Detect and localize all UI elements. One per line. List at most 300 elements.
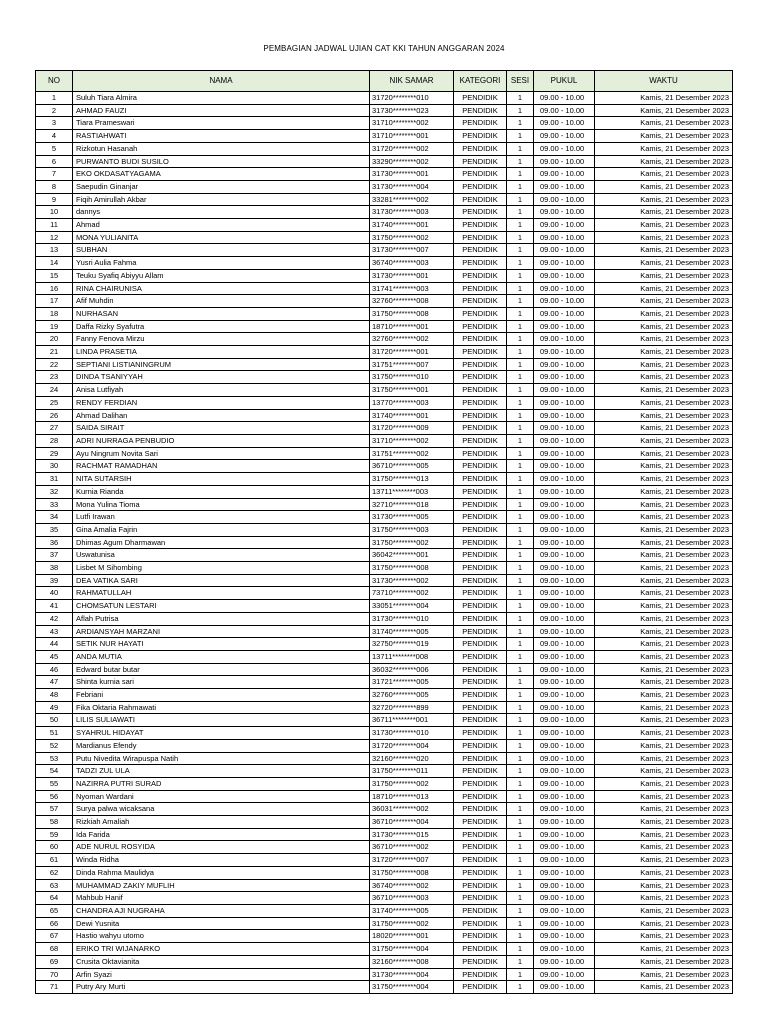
cell-no: 39	[36, 574, 73, 587]
cell-nama: Fanny Fenova Mirzu	[73, 333, 370, 346]
table-row	[36, 917, 733, 930]
cell-no: 30	[36, 460, 73, 473]
cell-nik: 31751********002	[370, 447, 454, 460]
cell-no: 54	[36, 765, 73, 778]
cell-sesi: 1	[507, 676, 534, 689]
cell-nik: 31730********005	[370, 511, 454, 524]
table-row	[36, 587, 733, 600]
cell-no: 71	[36, 981, 73, 994]
cell-nama: SAIDA SIRAIT	[73, 422, 370, 435]
cell-sesi: 1	[507, 447, 534, 460]
cell-no: 12	[36, 231, 73, 244]
cell-no: 42	[36, 612, 73, 625]
cell-pukul: 09.00 - 10.00	[534, 206, 595, 219]
cell-sesi: 1	[507, 498, 534, 511]
cell-nik: 18710********013	[370, 790, 454, 803]
cell-nama: SUBHAN	[73, 244, 370, 257]
cell-sesi: 1	[507, 460, 534, 473]
cell-nik: 31720********001	[370, 346, 454, 359]
cell-nik: 31710********001	[370, 130, 454, 143]
cell-pukul: 09.00 - 10.00	[534, 689, 595, 702]
cell-nik: 36710********003	[370, 892, 454, 905]
cell-pukul: 09.00 - 10.00	[534, 663, 595, 676]
cell-sesi: 1	[507, 917, 534, 930]
cell-nama: Daffa Rizky Syafutra	[73, 320, 370, 333]
cell-kategori: PENDIDIK	[454, 104, 507, 117]
cell-nama: RINA CHAIRUNISA	[73, 282, 370, 295]
cell-waktu: Kamis, 21 Desember 2023	[595, 409, 733, 422]
cell-no: 58	[36, 816, 73, 829]
cell-nama: Winda Ridha	[73, 854, 370, 867]
table-row	[36, 828, 733, 841]
cell-pukul: 09.00 - 10.00	[534, 828, 595, 841]
cell-no: 21	[36, 346, 73, 359]
cell-no: 70	[36, 968, 73, 981]
cell-kategori: PENDIDIK	[454, 92, 507, 105]
cell-nama: Anisa Lutfiyah	[73, 384, 370, 397]
cell-kategori: PENDIDIK	[454, 396, 507, 409]
cell-kategori: PENDIDIK	[454, 346, 507, 359]
cell-kategori: PENDIDIK	[454, 498, 507, 511]
cell-sesi: 1	[507, 905, 534, 918]
cell-pukul: 09.00 - 10.00	[534, 650, 595, 663]
cell-kategori: PENDIDIK	[454, 219, 507, 232]
cell-sesi: 1	[507, 752, 534, 765]
header-pukul: PUKUL	[534, 71, 595, 92]
cell-pukul: 09.00 - 10.00	[534, 562, 595, 575]
cell-nama: DINDA TSANIYYAH	[73, 371, 370, 384]
cell-kategori: PENDIDIK	[454, 269, 507, 282]
table-row	[36, 968, 733, 981]
cell-pukul: 09.00 - 10.00	[534, 574, 595, 587]
cell-kategori: PENDIDIK	[454, 574, 507, 587]
cell-no: 34	[36, 511, 73, 524]
cell-sesi: 1	[507, 219, 534, 232]
table-row	[36, 650, 733, 663]
cell-waktu: Kamis, 21 Desember 2023	[595, 650, 733, 663]
cell-sesi: 1	[507, 879, 534, 892]
cell-no: 65	[36, 905, 73, 918]
cell-kategori: PENDIDIK	[454, 320, 507, 333]
cell-nama: PURWANTO BUDI SUSILO	[73, 155, 370, 168]
cell-nik: 36042********001	[370, 549, 454, 562]
cell-nik: 31750********011	[370, 765, 454, 778]
cell-waktu: Kamis, 21 Desember 2023	[595, 333, 733, 346]
cell-sesi: 1	[507, 117, 534, 130]
cell-pukul: 09.00 - 10.00	[534, 790, 595, 803]
cell-sesi: 1	[507, 511, 534, 524]
cell-pukul: 09.00 - 10.00	[534, 396, 595, 409]
cell-no: 62	[36, 866, 73, 879]
cell-sesi: 1	[507, 384, 534, 397]
cell-nama: Putry Ary Murti	[73, 981, 370, 994]
cell-sesi: 1	[507, 434, 534, 447]
cell-no: 25	[36, 396, 73, 409]
cell-pukul: 09.00 - 10.00	[534, 638, 595, 651]
cell-waktu: Kamis, 21 Desember 2023	[595, 765, 733, 778]
table-row	[36, 930, 733, 943]
cell-kategori: PENDIDIK	[454, 422, 507, 435]
cell-nama: ADE NURUL ROSYIDA	[73, 841, 370, 854]
cell-pukul: 09.00 - 10.00	[534, 892, 595, 905]
cell-nik: 31740********005	[370, 625, 454, 638]
cell-pukul: 09.00 - 10.00	[534, 854, 595, 867]
cell-kategori: PENDIDIK	[454, 650, 507, 663]
cell-no: 46	[36, 663, 73, 676]
cell-sesi: 1	[507, 625, 534, 638]
cell-nik: 36740********003	[370, 257, 454, 270]
table-row	[36, 536, 733, 549]
cell-nama: Kurnia Rianda	[73, 485, 370, 498]
cell-waktu: Kamis, 21 Desember 2023	[595, 968, 733, 981]
cell-no: 47	[36, 676, 73, 689]
cell-waktu: Kamis, 21 Desember 2023	[595, 866, 733, 879]
cell-kategori: PENDIDIK	[454, 803, 507, 816]
cell-sesi: 1	[507, 968, 534, 981]
cell-sesi: 1	[507, 231, 534, 244]
cell-pukul: 09.00 - 10.00	[534, 92, 595, 105]
cell-pukul: 09.00 - 10.00	[534, 981, 595, 994]
cell-waktu: Kamis, 21 Desember 2023	[595, 130, 733, 143]
cell-sesi: 1	[507, 104, 534, 117]
cell-no: 18	[36, 307, 73, 320]
cell-nama: Ida Farida	[73, 828, 370, 841]
cell-waktu: Kamis, 21 Desember 2023	[595, 168, 733, 181]
table-header-row	[36, 71, 733, 92]
cell-waktu: Kamis, 21 Desember 2023	[595, 155, 733, 168]
cell-nama: Mardianus Efendy	[73, 739, 370, 752]
cell-pukul: 09.00 - 10.00	[534, 447, 595, 460]
cell-kategori: PENDIDIK	[454, 917, 507, 930]
cell-pukul: 09.00 - 10.00	[534, 473, 595, 486]
cell-sesi: 1	[507, 282, 534, 295]
table-body	[36, 92, 733, 994]
cell-nik: 31751********007	[370, 358, 454, 371]
table-row	[36, 777, 733, 790]
table-row	[36, 460, 733, 473]
cell-sesi: 1	[507, 409, 534, 422]
cell-no: 13	[36, 244, 73, 257]
cell-kategori: PENDIDIK	[454, 180, 507, 193]
cell-nik: 36031********002	[370, 803, 454, 816]
cell-waktu: Kamis, 21 Desember 2023	[595, 282, 733, 295]
cell-kategori: PENDIDIK	[454, 638, 507, 651]
table-row	[36, 168, 733, 181]
cell-kategori: PENDIDIK	[454, 625, 507, 638]
cell-nik: 33051********004	[370, 600, 454, 613]
cell-sesi: 1	[507, 828, 534, 841]
cell-no: 61	[36, 854, 73, 867]
cell-kategori: PENDIDIK	[454, 689, 507, 702]
cell-nama: SETIK NUR HAYATI	[73, 638, 370, 651]
table-row	[36, 358, 733, 371]
cell-kategori: PENDIDIK	[454, 142, 507, 155]
cell-waktu: Kamis, 21 Desember 2023	[595, 434, 733, 447]
cell-nama: MONA YULIANITA	[73, 231, 370, 244]
cell-kategori: PENDIDIK	[454, 206, 507, 219]
cell-nama: AHMAD FAUZI	[73, 104, 370, 117]
cell-kategori: PENDIDIK	[454, 955, 507, 968]
cell-sesi: 1	[507, 257, 534, 270]
cell-nik: 32760********002	[370, 333, 454, 346]
cell-pukul: 09.00 - 10.00	[534, 612, 595, 625]
table-row	[36, 574, 733, 587]
cell-pukul: 09.00 - 10.00	[534, 777, 595, 790]
cell-nama: RASTIAHWATI	[73, 130, 370, 143]
cell-nama: RAHMATULLAH	[73, 587, 370, 600]
cell-pukul: 09.00 - 10.00	[534, 346, 595, 359]
cell-no: 11	[36, 219, 73, 232]
cell-no: 52	[36, 739, 73, 752]
cell-waktu: Kamis, 21 Desember 2023	[595, 905, 733, 918]
table-row	[36, 269, 733, 282]
cell-waktu: Kamis, 21 Desember 2023	[595, 295, 733, 308]
cell-nama: ERIKO TRI WIJANARKO	[73, 943, 370, 956]
table-row	[36, 612, 733, 625]
cell-kategori: PENDIDIK	[454, 930, 507, 943]
cell-kategori: PENDIDIK	[454, 231, 507, 244]
cell-waktu: Kamis, 21 Desember 2023	[595, 142, 733, 155]
cell-nama: NITA SUTARSIH	[73, 473, 370, 486]
cell-pukul: 09.00 - 10.00	[534, 803, 595, 816]
cell-pukul: 09.00 - 10.00	[534, 219, 595, 232]
cell-kategori: PENDIDIK	[454, 600, 507, 613]
cell-nik: 36032********006	[370, 663, 454, 676]
cell-waktu: Kamis, 21 Desember 2023	[595, 346, 733, 359]
cell-kategori: PENDIDIK	[454, 943, 507, 956]
table-row	[36, 663, 733, 676]
table-row	[36, 307, 733, 320]
cell-no: 66	[36, 917, 73, 930]
table-row	[36, 193, 733, 206]
cell-nama: Arfin Syazi	[73, 968, 370, 981]
cell-sesi: 1	[507, 600, 534, 613]
cell-no: 43	[36, 625, 73, 638]
cell-nik: 31730********004	[370, 968, 454, 981]
table-row	[36, 752, 733, 765]
cell-kategori: PENDIDIK	[454, 816, 507, 829]
cell-pukul: 09.00 - 10.00	[534, 866, 595, 879]
cell-waktu: Kamis, 21 Desember 2023	[595, 269, 733, 282]
cell-pukul: 09.00 - 10.00	[534, 625, 595, 638]
cell-waktu: Kamis, 21 Desember 2023	[595, 244, 733, 257]
cell-pukul: 09.00 - 10.00	[534, 295, 595, 308]
cell-nik: 31750********001	[370, 384, 454, 397]
cell-nik: 31750********002	[370, 777, 454, 790]
cell-waktu: Kamis, 21 Desember 2023	[595, 701, 733, 714]
cell-no: 32	[36, 485, 73, 498]
cell-waktu: Kamis, 21 Desember 2023	[595, 803, 733, 816]
cell-nik: 31750********008	[370, 866, 454, 879]
cell-no: 8	[36, 180, 73, 193]
cell-sesi: 1	[507, 739, 534, 752]
cell-pukul: 09.00 - 10.00	[534, 130, 595, 143]
cell-kategori: PENDIDIK	[454, 536, 507, 549]
cell-sesi: 1	[507, 485, 534, 498]
cell-nama: Gina Amalia Fajrin	[73, 523, 370, 536]
page-title: PEMBAGIAN JADWAL UJIAN CAT KKI TAHUN ANGGARAN 2024	[263, 44, 505, 53]
cell-nama: SYAHRUL HIDAYAT	[73, 727, 370, 740]
cell-pukul: 09.00 - 10.00	[534, 739, 595, 752]
cell-pukul: 09.00 - 10.00	[534, 917, 595, 930]
cell-nik: 31730********010	[370, 612, 454, 625]
cell-kategori: PENDIDIK	[454, 739, 507, 752]
cell-no: 27	[36, 422, 73, 435]
cell-waktu: Kamis, 21 Desember 2023	[595, 917, 733, 930]
cell-waktu: Kamis, 21 Desember 2023	[595, 498, 733, 511]
table-row	[36, 905, 733, 918]
cell-pukul: 09.00 - 10.00	[534, 257, 595, 270]
cell-waktu: Kamis, 21 Desember 2023	[595, 206, 733, 219]
cell-no: 4	[36, 130, 73, 143]
cell-sesi: 1	[507, 523, 534, 536]
cell-sesi: 1	[507, 866, 534, 879]
cell-sesi: 1	[507, 371, 534, 384]
cell-nik: 31740********001	[370, 409, 454, 422]
cell-sesi: 1	[507, 841, 534, 854]
cell-waktu: Kamis, 21 Desember 2023	[595, 752, 733, 765]
cell-nik: 36711********001	[370, 714, 454, 727]
cell-pukul: 09.00 - 10.00	[534, 168, 595, 181]
cell-waktu: Kamis, 21 Desember 2023	[595, 396, 733, 409]
cell-no: 40	[36, 587, 73, 600]
cell-pukul: 09.00 - 10.00	[534, 371, 595, 384]
cell-nama: DEA VATIKA SARI	[73, 574, 370, 587]
cell-pukul: 09.00 - 10.00	[534, 244, 595, 257]
cell-kategori: PENDIDIK	[454, 879, 507, 892]
cell-nama: TADZI ZUL ULA	[73, 765, 370, 778]
cell-waktu: Kamis, 21 Desember 2023	[595, 358, 733, 371]
table-row	[36, 346, 733, 359]
cell-pukul: 09.00 - 10.00	[534, 269, 595, 282]
cell-kategori: PENDIDIK	[454, 117, 507, 130]
table-row	[36, 981, 733, 994]
cell-no: 37	[36, 549, 73, 562]
cell-no: 6	[36, 155, 73, 168]
cell-nama: Putu Nivedita Wirapuspa Natih	[73, 752, 370, 765]
cell-waktu: Kamis, 21 Desember 2023	[595, 92, 733, 105]
cell-sesi: 1	[507, 180, 534, 193]
cell-sesi: 1	[507, 943, 534, 956]
cell-no: 15	[36, 269, 73, 282]
cell-pukul: 09.00 - 10.00	[534, 155, 595, 168]
cell-sesi: 1	[507, 193, 534, 206]
cell-nik: 31740********001	[370, 219, 454, 232]
cell-sesi: 1	[507, 536, 534, 549]
cell-no: 22	[36, 358, 73, 371]
cell-waktu: Kamis, 21 Desember 2023	[595, 231, 733, 244]
cell-nama: Rizkotun Hasanah	[73, 142, 370, 155]
cell-waktu: Kamis, 21 Desember 2023	[595, 587, 733, 600]
cell-no: 23	[36, 371, 73, 384]
cell-kategori: PENDIDIK	[454, 727, 507, 740]
cell-waktu: Kamis, 21 Desember 2023	[595, 422, 733, 435]
table-row	[36, 562, 733, 575]
header-waktu: WAKTU	[595, 71, 733, 92]
cell-nama: CHANDRA AJI NUGRAHA	[73, 905, 370, 918]
cell-pukul: 09.00 - 10.00	[534, 765, 595, 778]
cell-pukul: 09.00 - 10.00	[534, 117, 595, 130]
cell-nama: EKO OKDASATYAGAMA	[73, 168, 370, 181]
cell-pukul: 09.00 - 10.00	[534, 384, 595, 397]
cell-waktu: Kamis, 21 Desember 2023	[595, 180, 733, 193]
cell-no: 38	[36, 562, 73, 575]
cell-kategori: PENDIDIK	[454, 409, 507, 422]
cell-nik: 32760********005	[370, 689, 454, 702]
cell-no: 24	[36, 384, 73, 397]
cell-pukul: 09.00 - 10.00	[534, 104, 595, 117]
cell-pukul: 09.00 - 10.00	[534, 193, 595, 206]
cell-no: 68	[36, 943, 73, 956]
cell-waktu: Kamis, 21 Desember 2023	[595, 714, 733, 727]
cell-nik: 31750********008	[370, 307, 454, 320]
cell-sesi: 1	[507, 130, 534, 143]
cell-nik: 32720********899	[370, 701, 454, 714]
table-row	[36, 866, 733, 879]
cell-waktu: Kamis, 21 Desember 2023	[595, 879, 733, 892]
cell-no: 29	[36, 447, 73, 460]
cell-kategori: PENDIDIK	[454, 854, 507, 867]
cell-nik: 31750********010	[370, 371, 454, 384]
table-row	[36, 498, 733, 511]
cell-pukul: 09.00 - 10.00	[534, 320, 595, 333]
cell-no: 48	[36, 689, 73, 702]
cell-pukul: 09.00 - 10.00	[534, 600, 595, 613]
cell-waktu: Kamis, 21 Desember 2023	[595, 600, 733, 613]
cell-nama: Surya palwa wicaksana	[73, 803, 370, 816]
cell-pukul: 09.00 - 10.00	[534, 523, 595, 536]
table-row	[36, 689, 733, 702]
table-row	[36, 879, 733, 892]
cell-nik: 32750********019	[370, 638, 454, 651]
cell-kategori: PENDIDIK	[454, 358, 507, 371]
cell-kategori: PENDIDIK	[454, 155, 507, 168]
cell-sesi: 1	[507, 663, 534, 676]
cell-nik: 31730********001	[370, 168, 454, 181]
cell-waktu: Kamis, 21 Desember 2023	[595, 981, 733, 994]
cell-waktu: Kamis, 21 Desember 2023	[595, 219, 733, 232]
cell-nama: Ahmad	[73, 219, 370, 232]
cell-kategori: PENDIDIK	[454, 193, 507, 206]
cell-nik: 31730********007	[370, 244, 454, 257]
table-row	[36, 104, 733, 117]
table-row	[36, 384, 733, 397]
cell-waktu: Kamis, 21 Desember 2023	[595, 828, 733, 841]
cell-waktu: Kamis, 21 Desember 2023	[595, 320, 733, 333]
table-row	[36, 549, 733, 562]
cell-waktu: Kamis, 21 Desember 2023	[595, 739, 733, 752]
table-row	[36, 943, 733, 956]
cell-pukul: 09.00 - 10.00	[534, 714, 595, 727]
cell-kategori: PENDIDIK	[454, 460, 507, 473]
schedule-table	[35, 70, 733, 994]
cell-nik: 36740********002	[370, 879, 454, 892]
cell-pukul: 09.00 - 10.00	[534, 282, 595, 295]
cell-no: 69	[36, 955, 73, 968]
cell-nik: 31750********003	[370, 523, 454, 536]
cell-nama: ARDIANSYAH MARZANI	[73, 625, 370, 638]
cell-waktu: Kamis, 21 Desember 2023	[595, 447, 733, 460]
cell-sesi: 1	[507, 422, 534, 435]
cell-nik: 31730********002	[370, 574, 454, 587]
cell-waktu: Kamis, 21 Desember 2023	[595, 638, 733, 651]
cell-waktu: Kamis, 21 Desember 2023	[595, 371, 733, 384]
table-row	[36, 485, 733, 498]
table-row	[36, 511, 733, 524]
cell-kategori: PENDIDIK	[454, 841, 507, 854]
cell-kategori: PENDIDIK	[454, 130, 507, 143]
cell-kategori: PENDIDIK	[454, 511, 507, 524]
